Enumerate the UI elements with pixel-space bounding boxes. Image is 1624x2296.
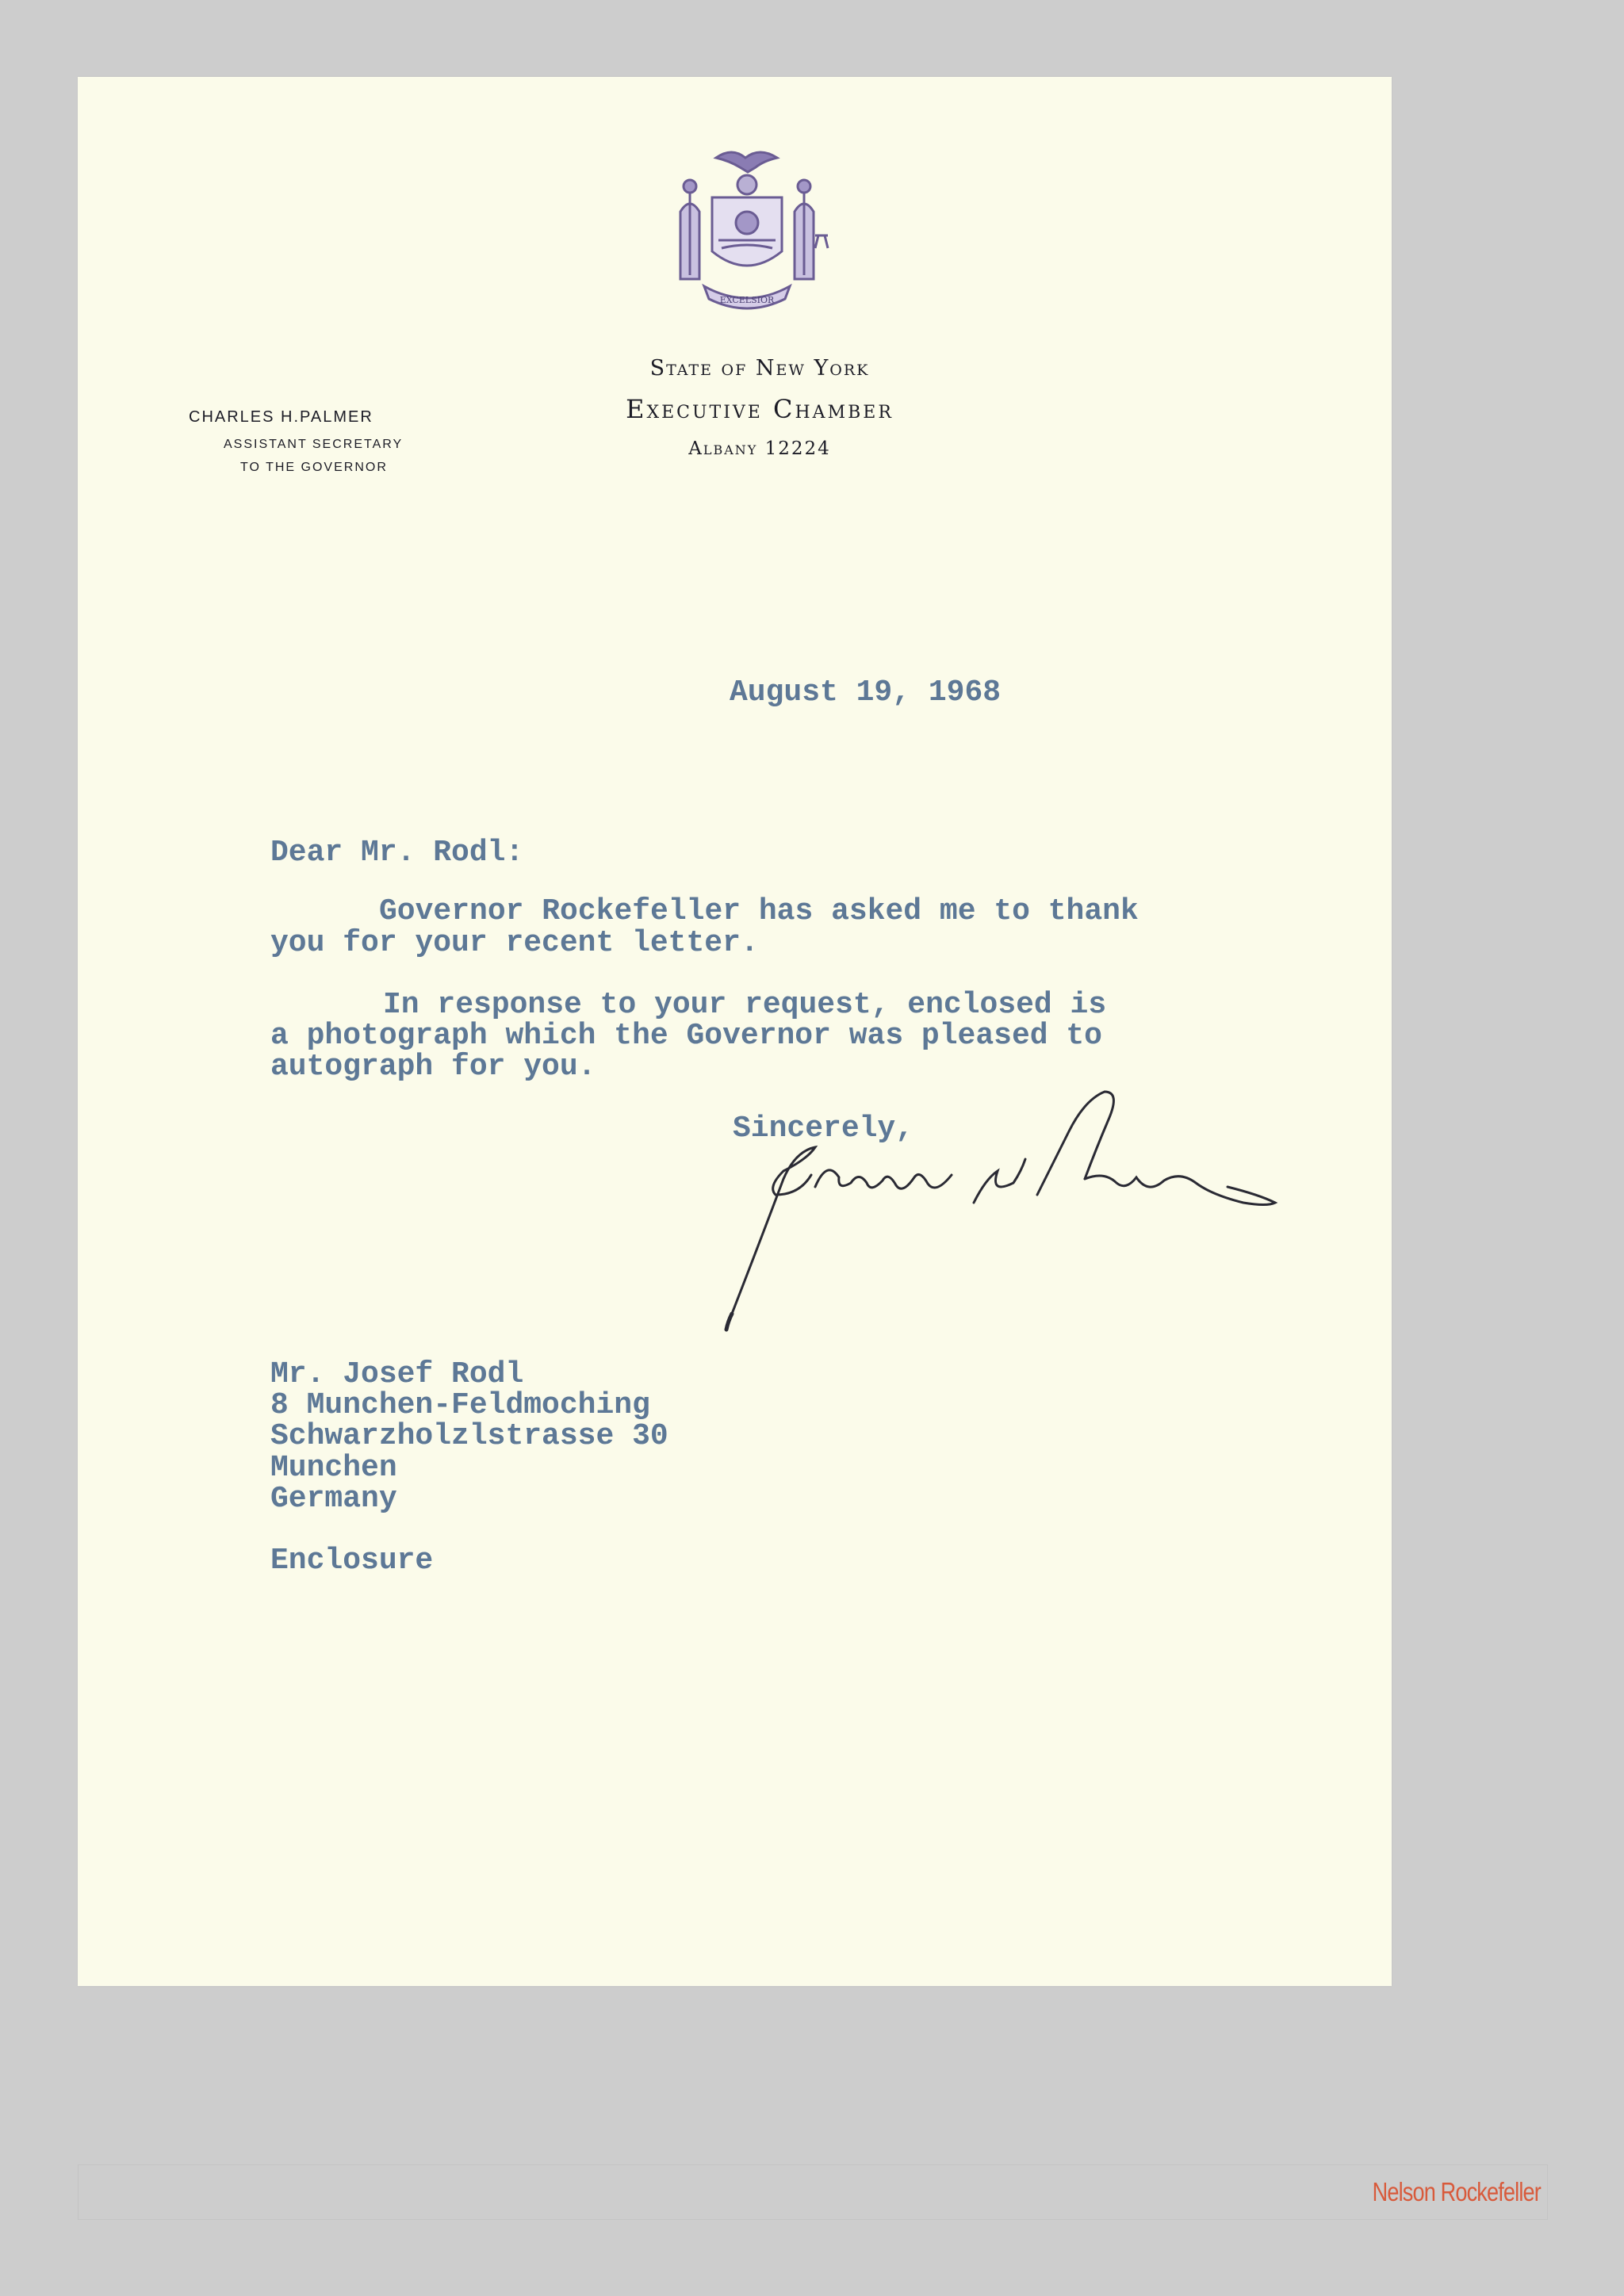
paragraph-2-line-2: a photograph which the Governor was pleased to	[270, 1019, 1102, 1053]
paragraph-2-line-3: autograph for you.	[270, 1050, 596, 1084]
sender-title-line-1: ASSISTANT SECRETARY	[224, 438, 404, 451]
letter-date: August 19, 1968	[730, 675, 1002, 710]
caption-link[interactable]: Nelson Rockefeller	[1372, 2177, 1541, 2206]
address-line-1: Mr. Josef Rodl	[270, 1357, 524, 1391]
sender-title-line-2: TO THE GOVERNOR	[240, 461, 388, 474]
address-line-2: 8 Munchen-Feldmoching	[270, 1388, 650, 1422]
letter-page	[78, 77, 1392, 1986]
handwritten-signature	[641, 1084, 1291, 1401]
letterhead-chamber: Executive Chamber	[626, 394, 894, 424]
address-line-4: Munchen	[270, 1451, 397, 1485]
letterhead-city: Albany 12224	[688, 438, 831, 459]
caption-bar	[78, 2164, 1548, 2220]
letterhead-state: State of New York	[649, 356, 870, 381]
new-york-state-seal-icon	[649, 140, 847, 323]
sender-name: CHARLES H.PALMER	[189, 408, 373, 426]
enclosure-note: Enclosure	[270, 1544, 434, 1578]
paragraph-2-line-1: In response to your request, enclosed is	[383, 988, 1107, 1022]
salutation: Dear Mr. Rodl:	[270, 836, 524, 870]
seal-motto: EXCELSIOR	[719, 295, 775, 305]
paragraph-1-line-1: Governor Rockefeller has asked me to thank	[379, 894, 1139, 928]
paragraph-1-line-2: you for your recent letter.	[270, 926, 759, 960]
address-line-3: Schwarzholzlstrasse 30	[270, 1419, 668, 1453]
closing: Sincerely,	[733, 1112, 914, 1146]
address-line-5: Germany	[270, 1482, 397, 1516]
